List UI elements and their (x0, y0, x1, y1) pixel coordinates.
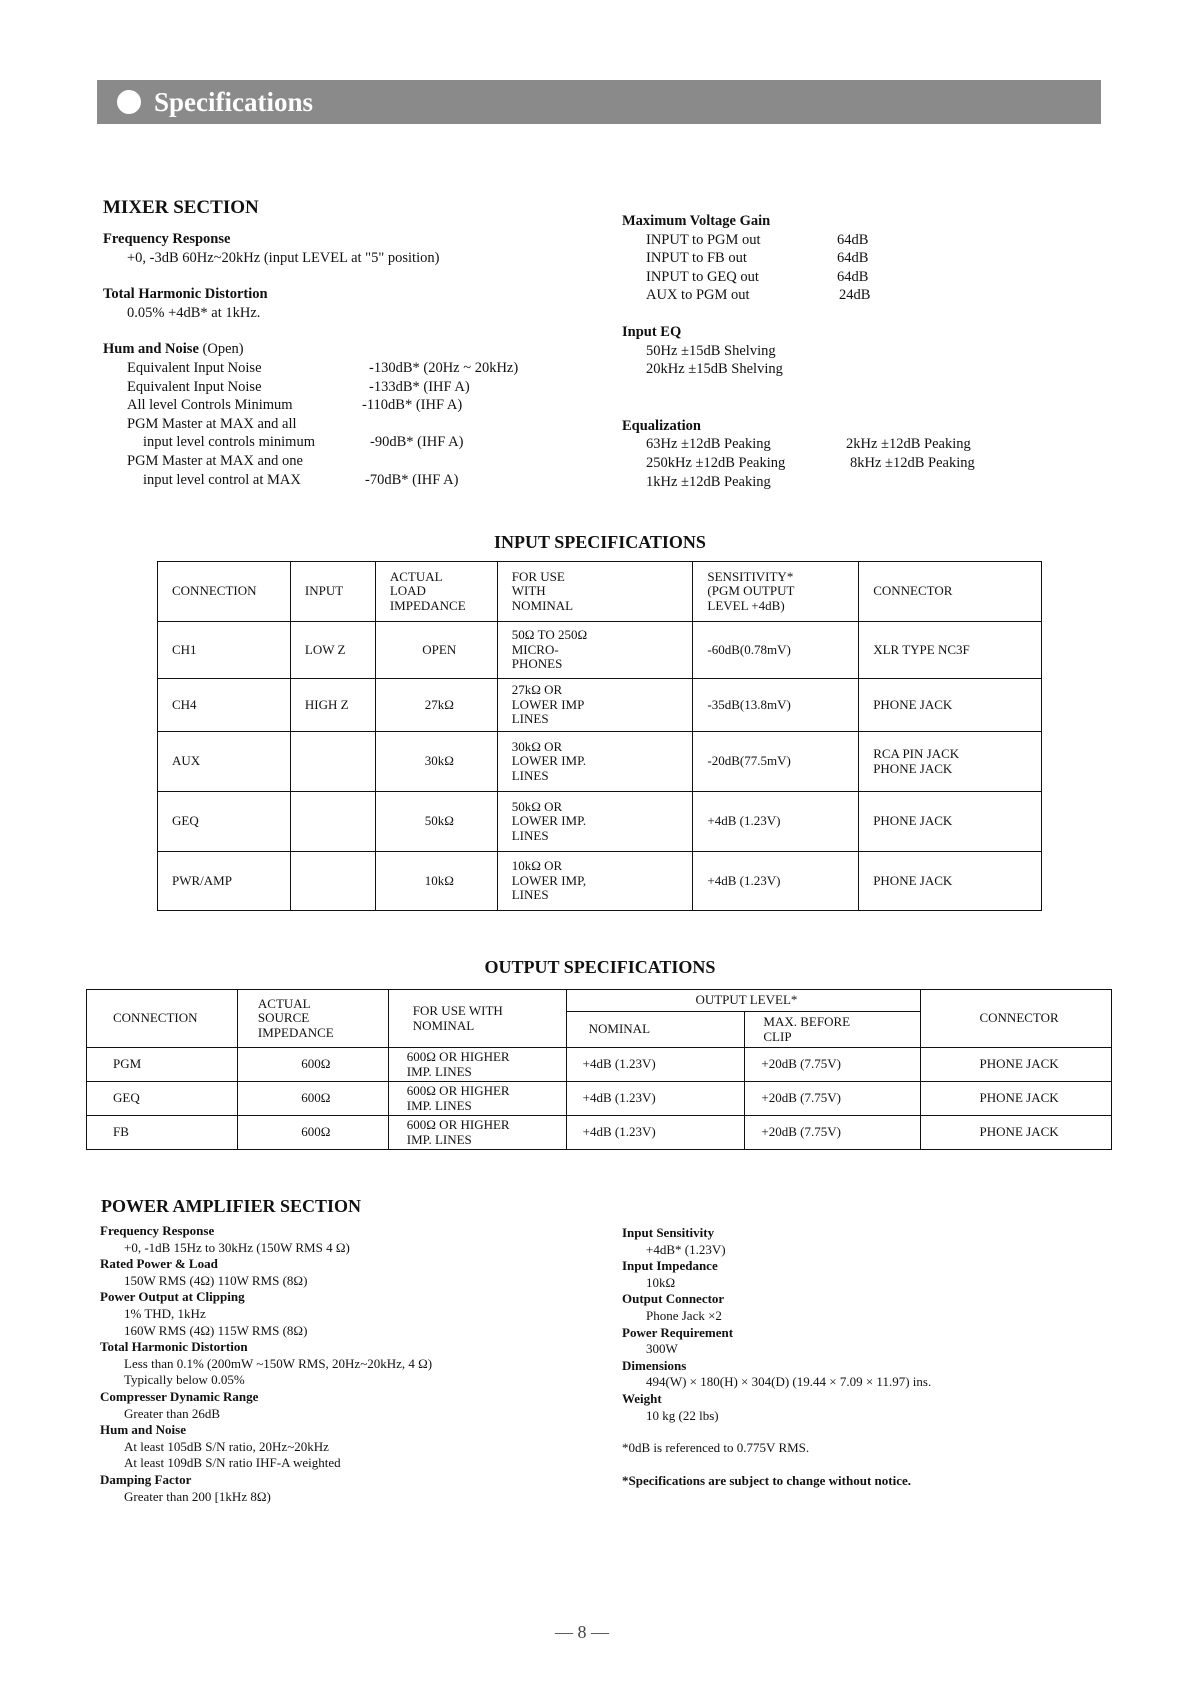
spec-label: Weight (622, 1390, 662, 1406)
cell: OPEN (375, 622, 497, 679)
cell: PHONE JACK (921, 1048, 1112, 1082)
table-row (158, 622, 1042, 679)
header-cell: CONNECTION (87, 990, 238, 1048)
hum-row: PGM Master at MAX and one (127, 452, 303, 469)
cell: AUX (158, 732, 291, 792)
spec-value: Less than 0.1% (200mW ~150W RMS, 20Hz~20kHz, 4 Ω) (124, 1355, 433, 1371)
header-cell: CONNECTOR (921, 990, 1112, 1048)
cell: PHONE JACK (859, 679, 1042, 732)
table-header-row (87, 990, 1112, 1012)
gain-label: Maximum Voltage Gain (622, 213, 771, 229)
header-cell: MAX. BEFORE CLIP (745, 1012, 921, 1048)
hum-row: input level controls minimum -90dB* (IHF A) (143, 434, 464, 451)
spec-value: 160W RMS (4Ω) 115W RMS (8Ω) (124, 1322, 308, 1338)
header-cell: FOR USE WITH NOMINAL (497, 562, 693, 622)
hum-label: Hum and Noise (103, 341, 199, 358)
gain-row: AUX to PGM out 24dB (646, 287, 871, 304)
spec-value: Greater than 26dB (124, 1405, 221, 1421)
cell: 600Ω (237, 1048, 388, 1082)
cell (290, 792, 375, 852)
mixer-left-column (103, 230, 518, 489)
table-row (158, 679, 1042, 732)
cell: 50Ω TO 250Ω MICRO- PHONES (497, 622, 693, 679)
table-row (87, 1048, 1112, 1082)
cell: +4dB (1.23V) (566, 1082, 745, 1116)
notice-note: *Specifications are subject to change without notice. (622, 1472, 911, 1488)
cell: 600Ω OR HIGHER IMP. LINES (388, 1082, 566, 1116)
cell: 50kΩ (375, 792, 497, 852)
spec-value: Greater than 200 [1kHz 8Ω) (124, 1488, 271, 1504)
output-spec-table (86, 989, 1112, 1150)
power-right-column (622, 1225, 931, 1489)
output-spec-title: OUTPUT SPECIFICATIONS (484, 957, 716, 977)
cell: +4dB (1.23V) (693, 792, 859, 852)
table-row (87, 1082, 1112, 1116)
cell: PWR/AMP (158, 852, 291, 911)
header-cell: NOMINAL (566, 1012, 745, 1048)
cell: LOW Z (290, 622, 375, 679)
table-row (158, 732, 1042, 792)
reference-note: *0dB is referenced to 0.775V RMS. (622, 1440, 810, 1456)
cell: 27kΩ OR LOWER IMP LINES (497, 679, 693, 732)
mixer-section-title: MIXER SECTION (103, 197, 259, 218)
spec-label: Power Output at Clipping (100, 1289, 245, 1305)
table-row (158, 852, 1042, 911)
header-cell: OUTPUT LEVEL* (566, 990, 921, 1012)
equalization-row: 250kHz ±12dB Peaking 8kHz ±12dB Peaking (646, 454, 975, 471)
spec-value: At least 105dB S/N ratio, 20Hz~20kHz (124, 1438, 329, 1454)
spec-label: Input Sensitivity (622, 1225, 715, 1240)
freq-value: +0, -3dB 60Hz~20kHz (input LEVEL at "5" position) (127, 249, 440, 266)
cell: PHONE JACK (859, 792, 1042, 852)
section-banner (97, 80, 1101, 124)
cell: 600Ω OR HIGHER IMP. LINES (388, 1116, 566, 1150)
spec-value: 150W RMS (4Ω) 110W RMS (8Ω) (124, 1272, 308, 1288)
cell: 600Ω (237, 1116, 388, 1150)
header-cell: INPUT (290, 562, 375, 622)
spec-label: Power Requirement (622, 1324, 734, 1340)
spec-value: 10kΩ (646, 1274, 676, 1290)
input-eq-row: 50Hz ±15dB Shelving (646, 342, 776, 359)
table-header-row (158, 562, 1042, 622)
spec-label: Hum and Noise (100, 1422, 186, 1438)
cell (290, 732, 375, 792)
thd-value: 0.05% +4dB* at 1kHz. (127, 304, 261, 321)
input-eq-row: 20kHz ±15dB Shelving (646, 361, 783, 378)
spec-value: Phone Jack ×2 (646, 1307, 722, 1323)
spec-label: Damping Factor (100, 1471, 192, 1487)
spec-value: +4dB* (1.23V) (646, 1241, 726, 1257)
spec-value: 300W (646, 1341, 678, 1357)
hum-suffix: (Open) (202, 341, 244, 358)
cell: +4dB (1.23V) (566, 1116, 745, 1150)
cell: PGM (87, 1048, 238, 1082)
spec-value: Typically below 0.05% (124, 1372, 245, 1388)
cell: +20dB (7.75V) (745, 1082, 921, 1116)
hum-row: Equivalent Input Noise -133dB* (IHF A) (127, 378, 470, 395)
header-cell: CONNECTION (158, 562, 291, 622)
header-cell: FOR USE WITH NOMINAL (388, 990, 566, 1048)
cell: GEQ (87, 1082, 238, 1116)
header-cell: ACTUAL LOAD IMPEDANCE (375, 562, 497, 622)
equalization-row: 63Hz ±12dB Peaking 2kHz ±12dB Peaking (646, 436, 971, 453)
cell: GEQ (158, 792, 291, 852)
header-cell: CONNECTOR (859, 562, 1042, 622)
cell: +4dB (1.23V) (693, 852, 859, 911)
cell: HIGH Z (290, 679, 375, 732)
spec-value: 10 kg (22 lbs) (646, 1407, 719, 1423)
input-spec-title: INPUT SPECIFICATIONS (494, 532, 706, 552)
cell: 27kΩ (375, 679, 497, 732)
cell: PHONE JACK (921, 1082, 1112, 1116)
cell: 30kΩ OR LOWER IMP. LINES (497, 732, 693, 792)
cell: 30kΩ (375, 732, 497, 792)
cell: -35dB(13.8mV) (693, 679, 859, 732)
gain-row: INPUT to PGM out 64dB (646, 231, 869, 248)
input-spec-table (157, 561, 1042, 911)
spec-label: Input Impedance (622, 1258, 718, 1274)
cell: 10kΩ (375, 852, 497, 911)
header-cell: ACTUAL SOURCE IMPEDANCE (237, 990, 388, 1048)
page-number: — 8 — (555, 1622, 609, 1642)
hum-row: All level Controls Minimum -110dB* (IHF A) (127, 397, 463, 414)
cell: 600Ω (237, 1082, 388, 1116)
input-eq-label: Input EQ (622, 323, 682, 340)
table-row (158, 792, 1042, 852)
spec-label: Frequency Response (100, 1223, 215, 1238)
spec-label: Output Connector (622, 1291, 725, 1307)
gain-row: INPUT to FB out 64dB (646, 250, 869, 267)
gain-row: INPUT to GEQ out 64dB (646, 268, 869, 285)
cell: 10kΩ OR LOWER IMP, LINES (497, 852, 693, 911)
cell: CH1 (158, 622, 291, 679)
cell: PHONE JACK (921, 1116, 1112, 1150)
power-section-title: POWER AMPLIFIER SECTION (101, 1196, 362, 1216)
cell: 600Ω OR HIGHER IMP. LINES (388, 1048, 566, 1082)
spec-value: 494(W) × 180(H) × 304(D) (19.44 × 7.09 × 11.97) ins. (646, 1374, 932, 1390)
freq-label: Frequency Response (103, 231, 231, 247)
cell: RCA PIN JACK PHONE JACK (859, 732, 1042, 792)
cell: -20dB(77.5mV) (693, 732, 859, 792)
bullet-icon (117, 90, 141, 114)
spec-value: At least 109dB S/N ratio IHF-A weighted (124, 1455, 341, 1471)
spec-value: 1% THD, 1kHz (124, 1305, 206, 1321)
cell: +20dB (7.75V) (745, 1116, 921, 1150)
cell (290, 852, 375, 911)
header-cell: SENSITIVITY* (PGM OUTPUT LEVEL +4dB) (693, 562, 859, 622)
cell: +4dB (1.23V) (566, 1048, 745, 1082)
thd-label: Total Harmonic Distortion (103, 286, 268, 303)
equalization-label: Equalization (622, 417, 701, 434)
power-left-column (100, 1223, 432, 1505)
spec-label: Total Harmonic Distortion (100, 1339, 248, 1355)
cell: 50kΩ OR LOWER IMP. LINES (497, 792, 693, 852)
spec-label: Compresser Dynamic Range (100, 1388, 259, 1404)
spec-label: Rated Power & Load (100, 1256, 218, 1272)
cell: -60dB(0.78mV) (693, 622, 859, 679)
hum-row: Equivalent Input Noise -130dB* (20Hz ~ 20kHz) (127, 359, 519, 376)
cell: +20dB (7.75V) (745, 1048, 921, 1082)
cell: XLR TYPE NC3F (859, 622, 1042, 679)
cell: CH4 (158, 679, 291, 732)
cell: PHONE JACK (859, 852, 1042, 911)
table-row (87, 1116, 1112, 1150)
spec-label: Dimensions (622, 1357, 687, 1373)
hum-row: input level control at MAX -70dB* (IHF A) (143, 471, 459, 488)
hum-row: PGM Master at MAX and all (127, 415, 297, 432)
cell: FB (87, 1116, 238, 1150)
page-title: Specifications (154, 87, 313, 117)
spec-value: +0, -1dB 15Hz to 30kHz (150W RMS 4 Ω) (124, 1239, 350, 1255)
equalization-row: 1kHz ±12dB Peaking (646, 473, 771, 490)
mixer-right-column (622, 212, 975, 491)
